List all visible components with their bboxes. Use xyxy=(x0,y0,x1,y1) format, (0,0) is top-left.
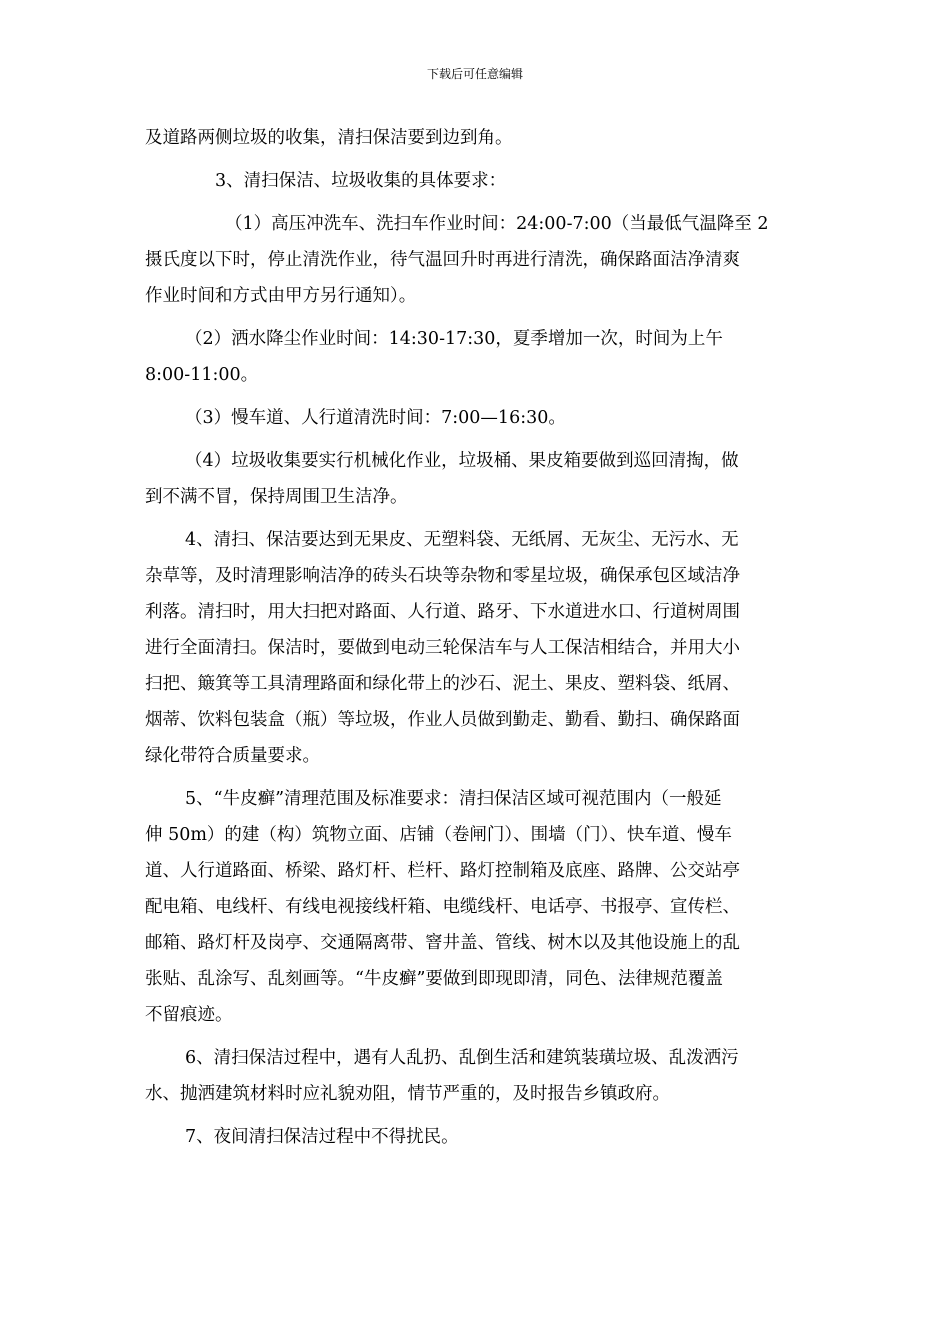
paragraph-line: 到不满不冒，保持周围卫生洁净。 xyxy=(145,487,408,507)
paragraph-line: 张贴、乱涂写、乱刻画等。“牛皮癣”要做到即现即清，同色、法律规范覆盖 xyxy=(145,969,723,989)
paragraph-line: 伸 50m）的建（构）筑物立面、店铺（卷闸门）、围墙（门）、快车道、慢车 xyxy=(145,825,732,845)
paragraph xyxy=(145,1119,805,1155)
document-body xyxy=(145,120,805,1162)
paragraph-line: 7、夜间清扫保洁过程中不得扰民。 xyxy=(185,1127,459,1147)
paragraph-line: 3、清扫保洁、垃圾收集的具体要求： xyxy=(215,171,507,191)
paragraph-line: （2）洒水降尘作业时间：14:30-17:30，夏季增加一次，时间为上午 xyxy=(185,329,723,349)
paragraph-line: 4、清扫、保洁要达到无果皮、无塑料袋、无纸屑、无灰尘、无污水、无 xyxy=(185,530,739,550)
paragraph-line: 绿化带符合质量要求。 xyxy=(145,746,320,766)
paragraph-line: 作业时间和方式由甲方另行通知）。 xyxy=(145,286,417,306)
paragraph xyxy=(145,443,805,515)
paragraph xyxy=(145,206,805,314)
paragraph xyxy=(145,120,805,156)
paragraph-line: 6、清扫保洁过程中，遇有人乱扔、乱倒生活和建筑装璜垃圾、乱泼洒污 xyxy=(185,1048,739,1068)
paragraph-line: 扫把、簸箕等工具清理路面和绿化带上的沙石、泥土、果皮、塑料袋、纸屑、 xyxy=(145,674,740,694)
paragraph-line: 进行全面清扫。保洁时，要做到电动三轮保洁车与人工保洁相结合，并用大小 xyxy=(145,638,740,658)
paragraph-line: 不留痕迹。 xyxy=(145,1005,233,1025)
paragraph-line: 5、“牛皮癣”清理范围及标准要求：清扫保洁区域可视范围内（一般延 xyxy=(185,789,722,809)
paragraph-line: 利落。清扫时，用大扫把对路面、人行道、路牙、下水道进水口、行道树周围 xyxy=(145,602,740,622)
paragraph xyxy=(145,1040,805,1112)
paragraph xyxy=(145,400,805,436)
paragraph-line: 及道路两侧垃圾的收集，清扫保洁要到边到角。 xyxy=(145,128,513,148)
paragraph-line: （3）慢车道、人行道清洗时间：7:00—16:30。 xyxy=(185,408,566,428)
paragraph-line: 道、人行道路面、桥梁、路灯杆、栏杆、路灯控制箱及底座、路牌、公交站亭 xyxy=(145,861,740,881)
paragraph-line: （1）高压冲洗车、洗扫车作业时间：24:00-7:00（当最低气温降至 2 xyxy=(225,214,769,234)
paragraph-line: 配电箱、电线杆、有线电视接线杆箱、电缆线杆、电话亭、书报亭、宣传栏、 xyxy=(145,897,740,917)
paragraph-line: （4）垃圾收集要实行机械化作业，垃圾桶、果皮箱要做到巡回清掏，做 xyxy=(185,451,739,471)
paragraph xyxy=(145,522,805,774)
page-header: 下载后可任意编辑 xyxy=(426,67,523,81)
paragraph-line: 8:00-11:00。 xyxy=(145,365,259,385)
paragraph xyxy=(145,781,805,1033)
paragraph-line: 杂草等，及时清理影响洁净的砖头石块等杂物和零星垃圾，确保承包区域洁净 xyxy=(145,566,740,586)
paragraph-line: 烟蒂、饮料包装盒（瓶）等垃圾，作业人员做到勤走、勤看、勤扫、确保路面 xyxy=(145,710,740,730)
paragraph-line: 邮箱、路灯杆及岗亭、交通隔离带、窨井盖、管线、树木以及其他设施上的乱 xyxy=(145,933,740,953)
paragraph xyxy=(145,321,805,393)
paragraph-line: 水、抛洒建筑材料时应礼貌劝阻，情节严重的，及时报告乡镇政府。 xyxy=(145,1084,670,1104)
paragraph-line: 摄氏度以下时，停止清洗作业，待气温回升时再进行清洗，确保路面洁净清爽 xyxy=(145,250,740,270)
paragraph xyxy=(145,163,805,199)
